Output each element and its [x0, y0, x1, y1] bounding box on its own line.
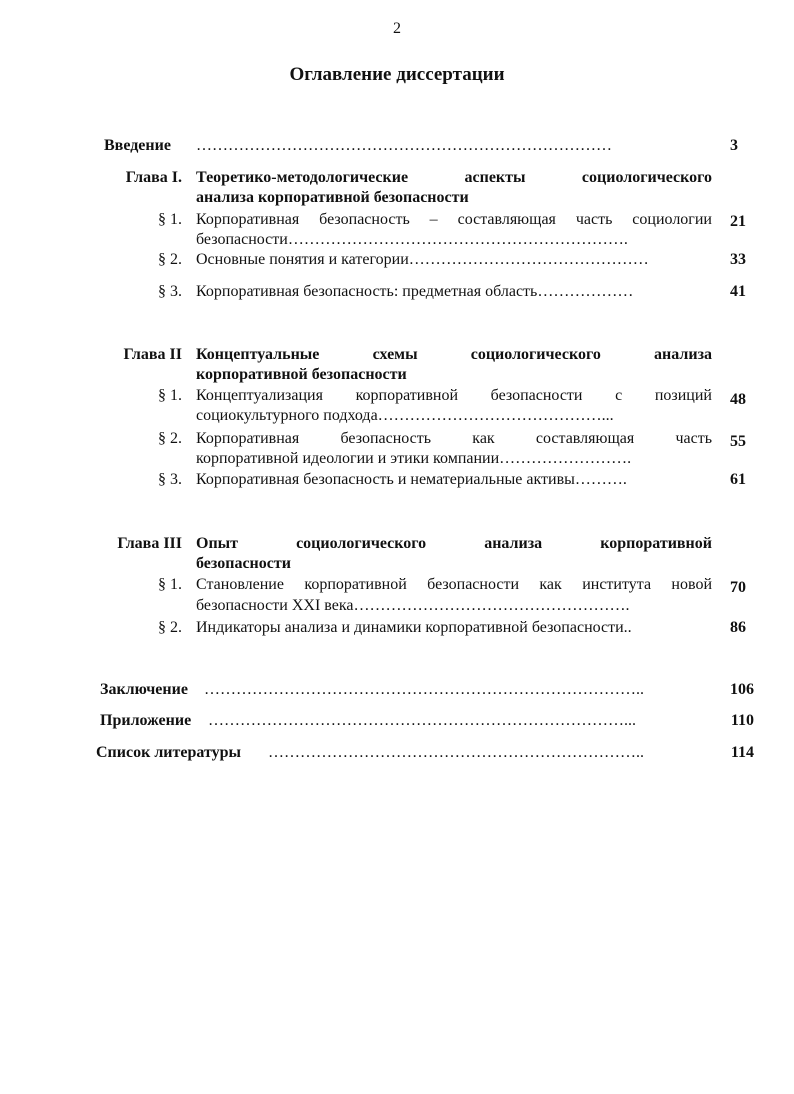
page-title: Оглавление диссертации — [289, 64, 505, 85]
chapter-3-label: Глава III — [117, 535, 182, 552]
section-3-1-title-line2: безопасности XXI века……………………………………………. — [196, 597, 630, 614]
chapter-2-title-line2: корпоративной безопасности — [196, 366, 407, 383]
chapter-1-title-line1: Теоретико-методологические аспекты социологического — [196, 169, 712, 186]
chapter-2-label: Глава II — [123, 346, 182, 363]
chapter-3-title-line1: Опыт социологического анализа корпоративной — [196, 535, 712, 552]
intro-dots: …………………………………………………………………… — [196, 137, 612, 154]
section-2-1-number: § 1. — [158, 387, 182, 404]
section-2-3-page: 61 — [730, 471, 746, 488]
chapter-1-title-line2: анализа корпоративной безопасности — [196, 189, 469, 206]
bibliography-page: 114 — [730, 744, 754, 761]
section-1-3-title: Корпоративная безопасность: предметная область……………… — [196, 283, 634, 300]
chapter-3-title-line2: безопасности — [196, 555, 291, 572]
section-1-2-page: 33 — [730, 251, 746, 268]
section-1-1-title-line2: безопасности………………………………………………………. — [196, 231, 628, 248]
bibliography-dots: …………………………………………………………….. — [268, 744, 644, 761]
section-2-2-title-line2: корпоративной идеологии и этики компании……………………. — [196, 450, 632, 467]
section-2-1-page: 48 — [730, 391, 746, 408]
section-3-1-page: 70 — [730, 579, 746, 596]
section-1-1-number: § 1. — [158, 211, 182, 228]
section-3-2-title: Индикаторы анализа и динамики корпоративной безопасности.. — [196, 619, 632, 636]
chapter-1-label: Глава I. — [125, 169, 182, 186]
appendix-dots: ……………………………………………………………………... — [208, 712, 636, 729]
section-3-1-title-line1: Становление корпоративной безопасности как института новой — [196, 576, 712, 593]
section-1-2-number: § 2. — [158, 251, 182, 268]
intro-page: 3 — [730, 137, 738, 154]
conclusion-dots: ……………………………………………………………………….. — [204, 681, 644, 698]
appendix-page: 110 — [730, 712, 754, 729]
section-1-3-page: 41 — [730, 283, 746, 300]
section-3-1-number: § 1. — [158, 576, 182, 593]
section-3-2-number: § 2. — [158, 619, 182, 636]
section-1-1-page: 21 — [730, 213, 746, 230]
section-2-1-title-line2: социокультурного подхода……………………………………... — [196, 407, 614, 424]
chapter-2-title-line1: Концептуальные схемы социологического анализа — [196, 346, 712, 363]
conclusion-page: 106 — [730, 681, 754, 698]
section-1-1-title-line1: Корпоративная безопасность – составляющая часть социологии — [196, 211, 712, 228]
section-2-2-page: 55 — [730, 433, 746, 450]
page-number: 2 — [393, 20, 401, 37]
intro-label: Введение — [104, 137, 171, 154]
section-2-3-number: § 3. — [158, 471, 182, 488]
section-2-3-title: Корпоративная безопасность и нематериальные активы………. — [196, 471, 627, 488]
appendix-label: Приложение — [100, 712, 192, 729]
bibliography-label: Список литературы — [96, 744, 241, 761]
section-2-2-title-line1: Корпоративная безопасность как составляющая часть — [196, 430, 712, 447]
conclusion-label: Заключение — [100, 681, 188, 698]
section-3-2-page: 86 — [730, 619, 746, 636]
section-1-3-number: § 3. — [158, 283, 182, 300]
section-2-1-title-line1: Концептуализация корпоративной безопасности с позиций — [196, 387, 712, 404]
section-2-2-number: § 2. — [158, 430, 182, 447]
section-1-2-title: Основные понятия и категории……………………………………… — [196, 251, 649, 268]
